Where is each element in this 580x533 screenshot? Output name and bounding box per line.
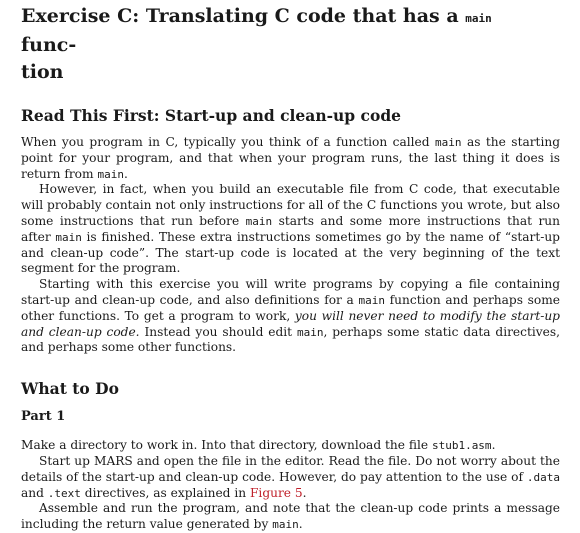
paragraph: However, in fact, when you build an executable file from C code, that executable will probably contain not only instructions for all of the C functions you wrote, but also some instructions that run before main starts and some more instructions that run after main is finished. These extra instructions sometimes go by the name of “start-up and clean-up code”. The start-up code is located at the very beginning of the text segment for the program. xyxy=(21,182,560,276)
figure-5-link[interactable]: Figure 5 xyxy=(249,485,303,500)
section-heading-read-first: Read This First: Start-up and clean-up code xyxy=(21,106,402,125)
exercise-title: Exercise C: Translating C code that has a main func- tion xyxy=(21,5,492,83)
section-heading-what-to-do: What to Do xyxy=(21,379,119,399)
code-main: main xyxy=(465,12,492,25)
paragraph: Make a directory to work in. Into that directory, download the file stub1.asm. xyxy=(21,438,496,453)
paragraph: Assemble and run the program, and note that the clean-up code prints a message including the return value generated by main. xyxy=(21,501,560,532)
paragraph: When you program in C, typically you think of a function called main as the starting point for your program, and that when your program runs, the last thing it does is return from main. xyxy=(21,135,560,181)
part-heading: Part 1 xyxy=(21,409,66,425)
paragraph: Starting with this exercise you will write programs by copying a file containing start-up and clean-up code, and also definitions for a main function and perhaps some other functions. To get a program to work, you will never need to modify the start-up and clean-up code. Instead you should edit main, perhaps some static data directives, and perhaps some other functions. xyxy=(21,277,560,355)
paragraph: Start up MARS and open the file in the editor. Read the file. Do not worry about the details of the start-up and clean-up code. However, do pay attention to the use of .data and .text directives, as explained in Figure 5. xyxy=(21,453,560,500)
